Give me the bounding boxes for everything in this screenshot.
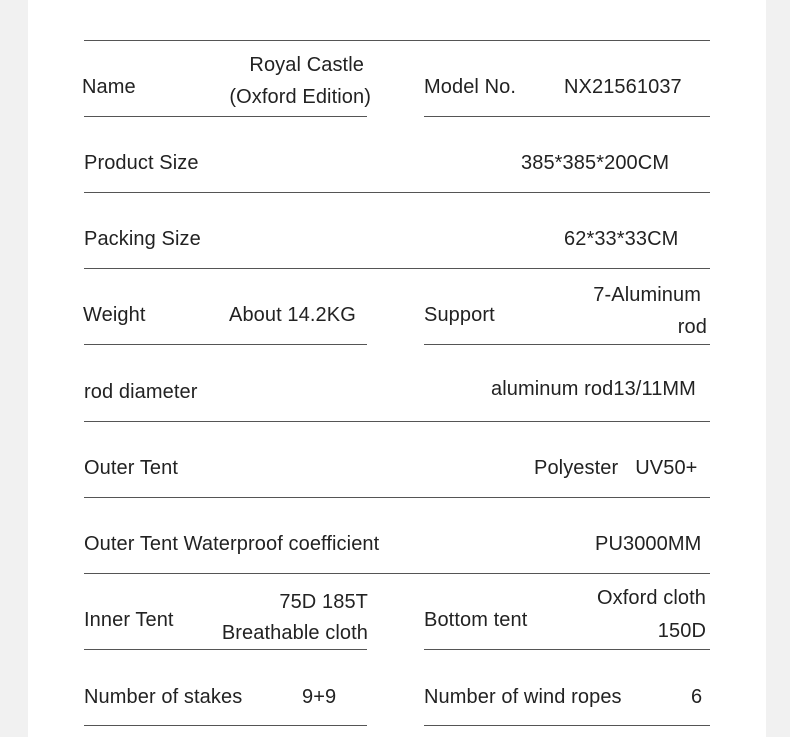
rule-waterproof [84,573,710,574]
rule-weight [84,344,367,345]
product-size-label: Product Size [84,152,199,174]
rule-stakes [84,725,367,726]
support-label: Support [424,304,495,326]
inner-tent-value-line2: Breathable cloth [221,622,368,644]
inner-tent-label: Inner Tent [84,609,174,631]
bottom-tent-value-line2: 150D [657,620,706,642]
waterproof-value: PU3000MM [595,533,702,555]
rule-model [424,116,710,117]
model-value: NX21561037 [564,76,682,98]
bottom-tent-value-line1: Oxford cloth [596,587,706,609]
product-size-value: 385*385*200CM [521,152,670,174]
bottom-tent-label: Bottom tent [424,609,528,631]
rule-packing-size [84,268,710,269]
waterproof-label: Outer Tent Waterproof coefficient [84,533,380,555]
name-value-line2: (Oxford Edition) [229,86,371,108]
rule-name [84,116,367,117]
outer-tent-value: Polyester UV50+ [534,457,698,479]
outer-tent-label: Outer Tent [84,457,179,479]
rule-bottom-tent [424,649,710,650]
wind-ropes-label: Number of wind ropes [424,686,622,708]
rule-rod-diameter [84,421,710,422]
name-value-line1: Royal Castle [249,54,364,76]
rule-support [424,344,710,345]
stakes-label: Number of stakes [84,686,243,708]
model-label: Model No. [424,76,517,98]
packing-size-label: Packing Size [84,228,201,250]
weight-label: Weight [83,304,146,326]
stakes-value: 9+9 [302,686,337,708]
weight-value: About 14.2KG [229,304,356,326]
inner-tent-value-line1: 75D 185T [279,591,368,613]
rod-diameter-label: rod diameter [84,381,198,403]
support-value-line1: 7-Aluminum [593,284,701,306]
rule-outer-tent [84,497,710,498]
wind-ropes-value: 6 [691,686,703,708]
packing-size-value: 62*33*33CM [564,228,679,250]
rod-diameter-value: aluminum rod13/11MM [491,378,696,400]
support-value-line2: rod [677,316,707,338]
rule-inner-tent [84,649,367,650]
rule-top [84,40,710,41]
name-label: Name [82,76,136,98]
rule-product-size [84,192,710,193]
rule-wind-ropes [424,725,710,726]
